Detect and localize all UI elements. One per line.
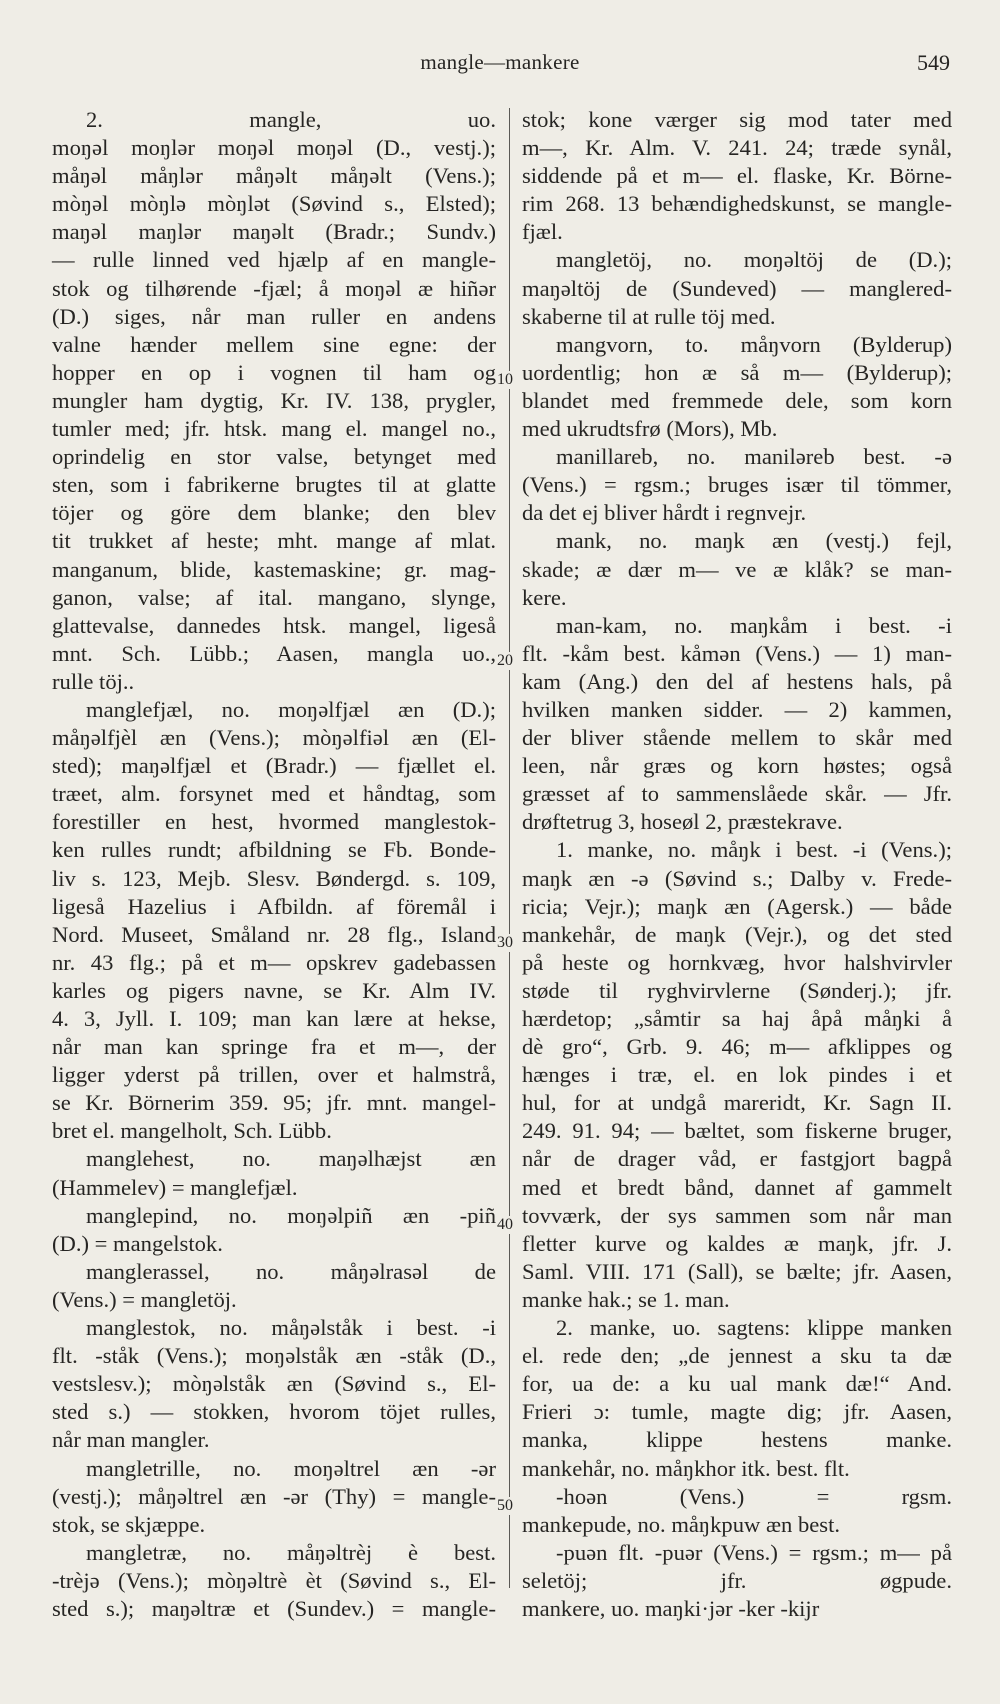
right-column-line: mangvorn, to. måŋvorn (Bylderup) <box>556 331 952 357</box>
left-column-line: mangletræ, no. måŋəltrèj è best. <box>86 1539 496 1565</box>
left-column-line: — rulle linned ved hjælp af en mangle- <box>52 247 496 273</box>
left-column-line: valne hænder mellem sine egne: der <box>52 331 496 357</box>
right-column-line: med ukrudtsfrø (Mors), Mb. <box>522 416 778 442</box>
left-column-line: måŋəlfjèl æn (Vens.); mòŋəlfiəl æn (El- <box>52 725 496 751</box>
right-column-line: skaberne til at rulle töj med. <box>522 303 776 329</box>
right-column-line: stok; kone værger sig mod tater med <box>522 107 952 132</box>
left-column-line: glattevalse, dannedes htsk. mangel, ligeså <box>52 612 496 638</box>
right-column-line: mankehår, de maŋk (Vejr.), og det sted <box>522 921 952 947</box>
left-column-line: sted); maŋəlfjæl et (Bradr.) — fjællet el. <box>52 753 496 779</box>
right-column-line: maŋk æn -ə (Søvind s.; Dalby v. Frede- <box>522 865 952 891</box>
left-column-line: træet, alm. forsynet med et håndtag, som <box>52 781 496 807</box>
left-column-line: (vestj.); måŋəltrel æn -ər (Thy) = mangle- <box>52 1483 496 1509</box>
line-number-30: 30 <box>489 934 521 952</box>
left-column-line: oprindelig en stor valse, betynget med <box>52 444 496 470</box>
left-column-line: (D.) = mangelstok. <box>52 1230 223 1256</box>
right-column-line: seletöj; jfr. øgpude. <box>522 1567 952 1593</box>
left-column-line: ganon, valse; af ital. mangano, slynge, <box>52 584 496 610</box>
left-column-line: ken rulles rundt; afbildning se Fb. Bonde- <box>52 837 496 863</box>
right-column-line: drøftetrug 3, hoseøl 2, præstekrave. <box>522 809 843 835</box>
right-column-line: uordentlig; hon æ så m— (Bylderup); <box>522 359 952 385</box>
left-column-line: sted s.) — stokken, hvorom töjet rulles, <box>52 1399 496 1425</box>
right-column-line: på heste og hornkvæg, hvor halshvirvler <box>522 949 952 975</box>
right-column-line: mangletöj, no. moŋəltöj de (D.); <box>556 247 952 273</box>
right-column-line: mankere, uo. maŋki·jər -ker -kijr <box>522 1595 820 1621</box>
left-column-line: mnt. Sch. Lübb.; Aasen, mangla uo., <box>52 640 496 666</box>
left-column-line: måŋəl måŋlər måŋəlt måŋəlt (Vens.); <box>52 163 496 189</box>
left-column-line: ligger yderst på trillen, over et halmstrå, <box>52 1062 496 1088</box>
line-number-50: 50 <box>489 1497 521 1515</box>
right-column-line: for, ua de: a ku ual mank dæ!“ And. <box>522 1371 952 1397</box>
left-column-line: stok og tilhørende -fjæl; å moŋəl æ hiñər <box>52 275 496 301</box>
left-column-line: (D.) siges, når man ruller en andens <box>52 303 496 329</box>
line-number-40: 40 <box>489 1216 521 1234</box>
right-column-line: fjæl. <box>522 219 563 245</box>
right-column-line: siddende på et m— el. flaske, Kr. Börne- <box>522 163 952 189</box>
left-column-line: flt. -ståk (Vens.); moŋəlståk æn -ståk (D., <box>52 1343 496 1369</box>
right-column-line: mankepude, no. måŋkpuw æn best. <box>522 1511 841 1537</box>
left-column-line: hopper en op i vognen til ham og <box>52 359 496 385</box>
left-column-line: manglerassel, no. måŋəlrasəl de <box>86 1258 496 1284</box>
left-column-line: tit trukket af heste; mht. mange af mlat. <box>52 528 496 554</box>
left-column-line: ligeså Hazelius i Afbildn. af föremål i <box>52 893 496 919</box>
right-column-line: 1. manke, no. måŋk i best. -i (Vens.); <box>556 837 952 863</box>
left-column-line: töjer og göre dem blanke; den blev <box>52 500 496 526</box>
right-column-line: kere. <box>522 584 567 610</box>
right-column-line: manka, klippe hestens manke. <box>522 1427 952 1453</box>
left-column-line: stok, se skjæppe. <box>52 1511 206 1537</box>
column-divider <box>509 108 510 1588</box>
right-column-line: støde til ryghvirvlerne (Sønderj.); jfr. <box>522 977 952 1003</box>
right-column-line: blandet med fremmede dele, som korn <box>522 387 952 413</box>
right-column-line: el. rede den; „de jennest a sku ta dæ <box>522 1343 952 1369</box>
left-column-line: nr. 43 flg.; på et m— opskrev gadebassen <box>52 949 496 975</box>
right-column-line: skade; æ dær m— ve æ klåk? se man- <box>522 556 952 582</box>
left-column-line: 4. 3, Jyll. I. 109; man kan lære at hekse, <box>52 1006 496 1031</box>
left-column-line: sted s.); maŋəltræ et (Sundev.) = mangle- <box>52 1595 496 1621</box>
left-column-line: se Kr. Börnerim 359. 95; jfr. mnt. mangel- <box>52 1090 496 1116</box>
right-column-line: der bliver stående mellem to skår med <box>522 725 952 751</box>
page-header <box>0 50 1000 80</box>
right-column-line: manke hak.; se 1. man. <box>522 1286 730 1312</box>
right-column-line: Saml. VIII. 171 (Sall), se bælte; jfr. Aasen, <box>522 1258 952 1284</box>
right-column-line: hul, for at undgå mareridt, Kr. Sagn II. <box>522 1090 952 1116</box>
right-column-line: tovværk, der sys sammen som når man <box>522 1202 952 1228</box>
left-column-line: når man mangler. <box>52 1427 210 1453</box>
left-column-line: Nord. Museet, Småland nr. 28 flg., Island <box>52 921 496 947</box>
left-column-line: når man kan springe fra et m—, der <box>52 1034 496 1060</box>
right-column-line: når de drager våd, er fastgjort bagpå <box>522 1146 952 1172</box>
left-column-line: (Vens.) = mangletöj. <box>52 1286 237 1312</box>
left-column-line: liv s. 123, Mejb. Slesv. Bøndergd. s. 109, <box>52 865 496 891</box>
right-column-line: 2. manke, uo. sagtens: klippe manken <box>556 1315 952 1341</box>
running-head: mangle—mankere <box>420 50 580 74</box>
left-column-line: mangletrille, no. moŋəltrel æn -ər <box>86 1455 496 1481</box>
right-column-line: maŋəltöj de (Sundeved) — manglered- <box>522 275 952 301</box>
right-column-line: dè gro“, Grb. 9. 46; m— afklippes og <box>522 1034 952 1060</box>
right-column-line: m—, Kr. Alm. V. 241. 24; træde synål, <box>522 135 952 161</box>
left-column <box>52 106 496 1623</box>
right-column <box>522 106 952 1623</box>
right-column-line: hærdetop; „såmtir sa haj åpå måŋki å <box>522 1006 952 1031</box>
left-column-line: -trèjə (Vens.); mòŋəltrè èt (Søvind s., El- <box>52 1567 496 1593</box>
right-column-line: hænges i træ, el. en lok pindes i et <box>522 1062 952 1088</box>
right-column-line: med et bredt bånd, dannet af gammelt <box>522 1174 952 1200</box>
right-column-line: mank, no. maŋk æn (vestj.) fejl, <box>556 528 952 554</box>
right-column-line: da det ej bliver hårdt i regnvejr. <box>522 500 807 526</box>
right-column-line: -hoən (Vens.) = rgsm. <box>556 1483 952 1509</box>
left-column-line: sten, som i fabrikerne brugtes til at glatte <box>52 472 496 498</box>
left-column-line: (Hammelev) = manglefjæl. <box>52 1174 298 1200</box>
left-column-line: bret el. mangelholt, Sch. Lübb. <box>52 1118 332 1144</box>
left-column-line: manganum, blide, kastemaskine; gr. mag- <box>52 556 496 582</box>
right-column-line: græsset af to sammenslåede skår. — Jfr. <box>522 781 952 807</box>
left-column-line: moŋəl moŋlər moŋəl moŋəl (D., vestj.); <box>52 135 496 161</box>
line-number-20: 20 <box>489 652 521 670</box>
left-column-line: mungler ham dygtig, Kr. IV. 138, prygler, <box>52 387 496 413</box>
right-column-line: mankehår, no. måŋkhor itk. best. flt. <box>522 1455 850 1481</box>
right-column-line: manillareb, no. maniləreb best. -ə <box>556 444 952 470</box>
page-number: 549 <box>917 50 950 75</box>
left-column-line: 2. mangle, uo. <box>86 107 496 132</box>
right-column-line: leen, når græs og korn høstes; også <box>522 753 952 779</box>
left-column-line: vestslesv.); mòŋəlståk æn (Søvind s., El- <box>52 1371 496 1397</box>
right-column-line: fletter kurve og kaldes æ maŋk, jfr. J. <box>522 1230 952 1256</box>
right-column-line: ricia; Vejr.); maŋk æn (Agersk.) — både <box>522 893 952 919</box>
right-column-line: -puən flt. -puər (Vens.) = rgsm.; m— på <box>556 1539 952 1565</box>
right-column-line: hvilken manken sidder. — 2) kammen, <box>522 696 952 722</box>
left-column-line: manglefjæl, no. moŋəlfjæl æn (D.); <box>86 696 496 722</box>
left-column-line: rulle töj.. <box>52 668 135 694</box>
right-column-line: (Vens.) = rgsm.; bruges især til tömmer, <box>522 472 952 498</box>
left-column-line: tumler med; jfr. htsk. mang el. mangel no., <box>52 416 496 442</box>
left-column-line: manglehest, no. maŋəlhæjst æn <box>86 1146 496 1172</box>
left-column-line: manglepind, no. moŋəlpiñ æn -piñ <box>86 1202 496 1228</box>
right-column-line: man-kam, no. maŋkåm i best. -i <box>556 612 952 638</box>
right-column-line: kam (Ang.) den del af hestens hals, på <box>522 668 952 694</box>
right-column-line: Frieri ɔ: tumle, magte dig; jfr. Aasen, <box>522 1399 952 1425</box>
right-column-line: flt. -kåm best. kåmən (Vens.) — 1) man- <box>522 640 952 666</box>
left-column-line: maŋəl maŋlər maŋəlt (Bradr.; Sundv.) <box>52 219 496 245</box>
left-column-line: forestiller en hest, hvormed manglestok- <box>52 809 496 835</box>
left-column-line: mòŋəl mòŋlə mòŋlət (Søvind s., Elsted); <box>52 191 496 217</box>
right-column-line: 249. 91. 94; — bæltet, som fiskerne bruger, <box>522 1118 952 1144</box>
line-number-10: 10 <box>489 371 521 389</box>
left-column-line: karles og pigers navne, se Kr. Alm IV. <box>52 977 496 1003</box>
right-column-line: rim 268. 13 behændighedskunst, se mangle- <box>522 191 952 217</box>
left-column-line: manglestok, no. måŋəlståk i best. -i <box>86 1315 496 1341</box>
